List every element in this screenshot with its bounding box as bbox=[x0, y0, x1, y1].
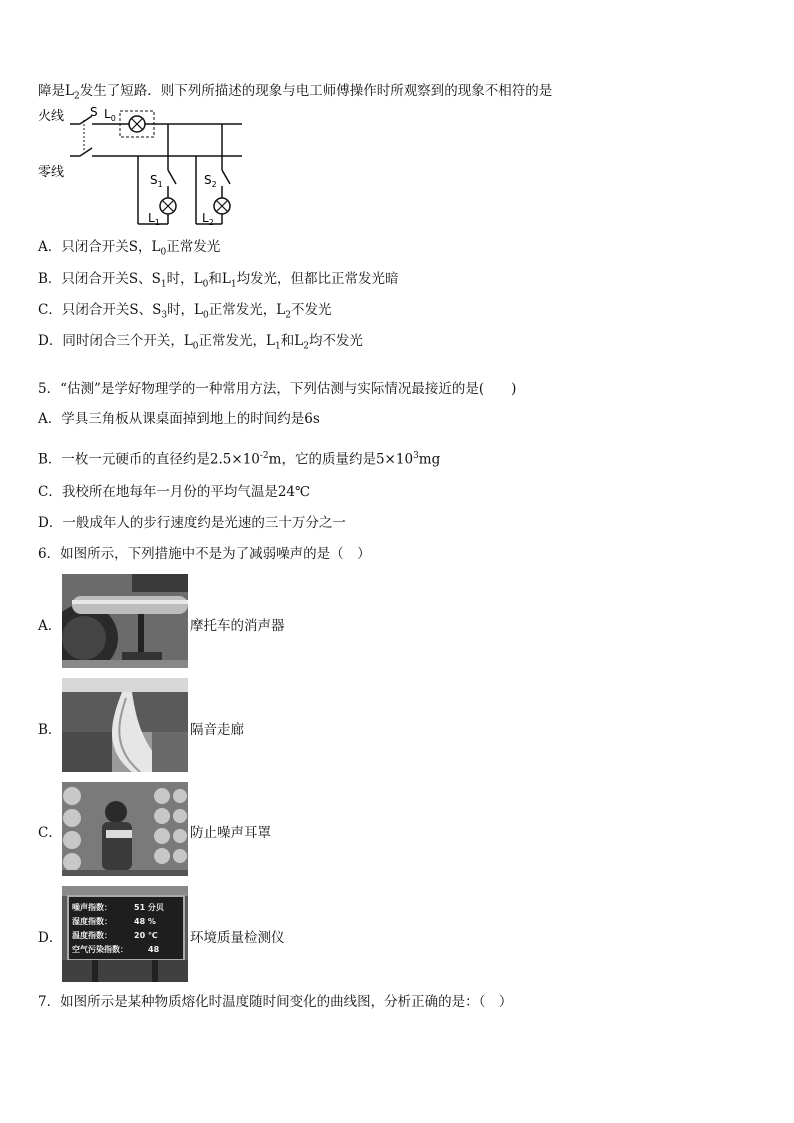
switch-s1 bbox=[168, 170, 176, 184]
motorcycle-muffler-image bbox=[62, 574, 188, 668]
sign-row4-label: 空气污染指数： bbox=[72, 945, 128, 954]
live-wire-label: 火线 bbox=[38, 109, 65, 124]
q4-option-b[interactable]: B．只闭合开关S、$S_1$时，$L_0$和$L_1$均发光，但都比正常发光暗 bbox=[38, 271, 399, 290]
q4-option-a[interactable]: A．只闭合开关S，$L_0$正常发光 bbox=[38, 239, 221, 258]
environment-monitor-image bbox=[62, 886, 188, 982]
q6-option-d-text[interactable]: 环境质量检测仪 bbox=[190, 930, 285, 946]
switch-s2-label: $S_2$ bbox=[204, 173, 217, 189]
q5-option-b[interactable]: B．一枚一元硬币的直径约是$2.5\times 10^{-2}m$，它的质量约是$5\times 10^3mg$ bbox=[38, 451, 441, 468]
neutral-wire-label: 零线 bbox=[38, 165, 65, 180]
lamp-l0-label: $L_0$ bbox=[104, 107, 116, 123]
q4-option-d[interactable]: D．同时闭合三个开关，$L_0$正常发光，$L_1$和$L_2$均不发光 bbox=[38, 333, 363, 352]
q5-option-c[interactable]: C．我校所在地每年一月份的平均气温是24℃ bbox=[38, 484, 311, 500]
sign-row2-value: 48 % bbox=[134, 917, 156, 926]
lamp-l2-label: $L_2$ bbox=[202, 211, 214, 227]
q6-option-c-label[interactable]: C． bbox=[38, 825, 62, 841]
q6-stem: 6．如图所示，下列措施中不是为了减弱噪声的是（ ） bbox=[38, 546, 371, 562]
q6-option-b-text[interactable]: 隔音走廊 bbox=[190, 722, 244, 738]
q5-option-d[interactable]: D．一般成年人的步行速度约是光速的三十万分之一 bbox=[38, 515, 346, 531]
q4-stem-part: 障是L bbox=[38, 83, 74, 99]
q5-option-a[interactable]: A．学具三角板从课桌面掉到地上的时间约是6s bbox=[38, 411, 320, 427]
q6-option-a-text[interactable]: 摩托车的消声器 bbox=[190, 618, 285, 634]
q4-stem-sub: 2 bbox=[73, 91, 80, 102]
switch-s2 bbox=[222, 170, 230, 184]
q4-option-c[interactable]: C．只闭合开关S、$S_3$时，$L_0$正常发光，$L_2$不发光 bbox=[38, 302, 332, 321]
circuit-diagram bbox=[36, 104, 256, 228]
earmuff-worker-image bbox=[62, 782, 188, 876]
sign-row3-label: 温度指数： bbox=[72, 931, 112, 940]
q5-stem: 5．“估测”是学好物理学的一种常用方法，下列估测与实际情况最接近的是( ) bbox=[38, 381, 517, 397]
sign-row1-label: 噪声指数： bbox=[72, 903, 112, 912]
switch-s1-label: $S_1$ bbox=[150, 173, 163, 189]
q6-option-b-label[interactable]: B． bbox=[38, 722, 62, 738]
q6-option-d-label[interactable]: D． bbox=[38, 930, 63, 946]
sign-row3-value: 20 ℃ bbox=[134, 931, 158, 940]
lamp-l1-label: $L_1$ bbox=[148, 211, 160, 227]
q6-option-a-label[interactable]: A． bbox=[38, 618, 62, 634]
q7-stem: 7．如图所示是某种物质熔化时温度随时间变化的曲线图，分析正确的是：（ ） bbox=[38, 994, 513, 1010]
sign-row4-value: 48 bbox=[148, 945, 160, 954]
switch-s-label: S bbox=[90, 105, 98, 119]
sign-row2-label: 湿度指数： bbox=[72, 917, 112, 926]
q4-stem-part: 发生了短路．则下列所描述的现象与电工师傅操作时所观察到的现象不相符的是 bbox=[79, 83, 553, 99]
soundproof-corridor-image bbox=[62, 678, 188, 772]
q4-stem bbox=[38, 82, 552, 106]
q6-option-c-text[interactable]: 防止噪声耳罩 bbox=[190, 825, 271, 841]
sign-row1-value: 51 分贝 bbox=[134, 903, 164, 912]
